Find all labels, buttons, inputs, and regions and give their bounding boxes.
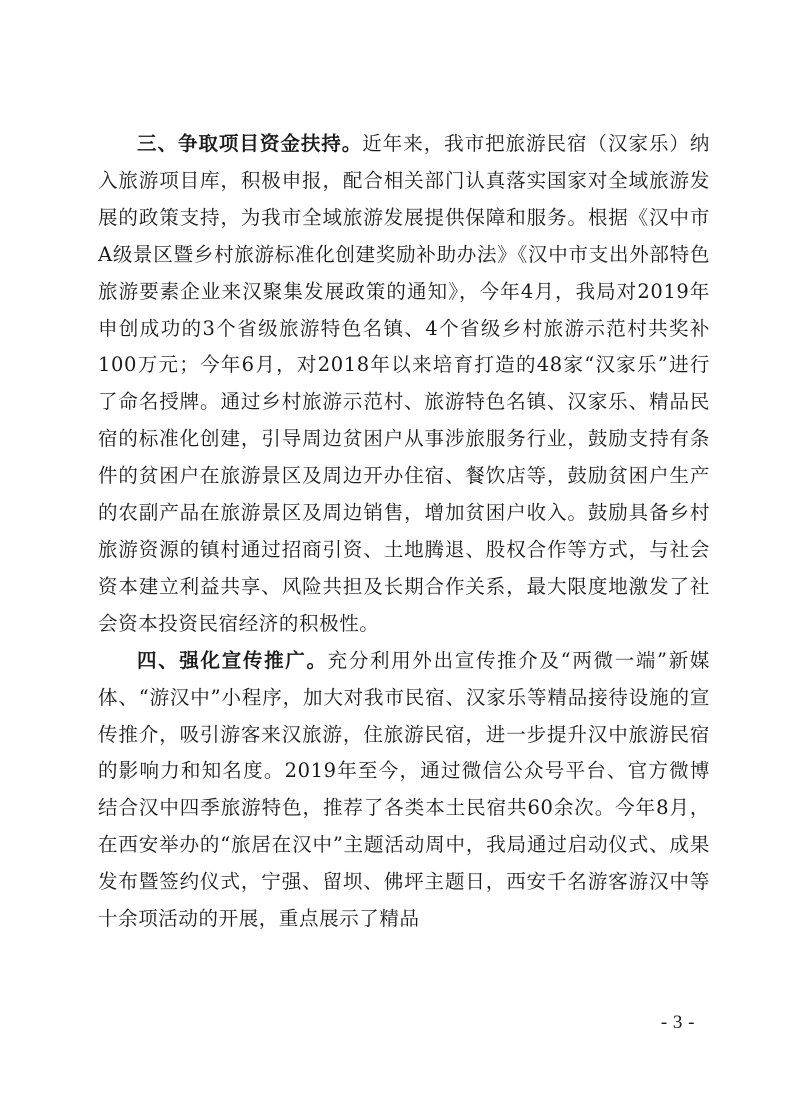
paragraph-section-4 bbox=[98, 643, 710, 938]
page-number: - 3 - bbox=[660, 1012, 695, 1033]
section-3-heading: 三、争取项目资金扶持。 bbox=[137, 132, 363, 155]
section-4-heading: 四、强化宣传推广。 bbox=[137, 648, 328, 672]
document-body bbox=[98, 126, 710, 938]
paragraph-section-3 bbox=[98, 126, 710, 643]
section-3-body: 近年来，我市把旅游民宿（汉家乐）纳入旅游项目库，积极申报，配合相关部门认真落实国家对全域旅游发展的政策支持，为我市全域旅游发展提供保障和服务。根据《汉中市A级景区暨乡村旅游标准化创建奖励补助办法》《汉中市支出外部特色旅游要素企业来汉聚集发展政策的通知》，今年4月，我局对2019年申创成功的3个省级旅游特色名镇、4个省级乡村旅游示范村共奖补100万元；今年6月，对2018年以来培育打造的48家“汉家乐”进行了命名授牌。通过乡村旅游示范村、旅游特色名镇、汉家乐、精品民宿的标准化创建，引导周边贫困户从事涉旅服务行业，鼓励支持有条件的贫困户在旅游景区及周边开办住宿、餐饮店等，鼓励贫困户生产的农副产品在旅游景区及周边销售，增加贫困户收入。鼓励具备乡村旅游资源的镇村通过招商引资、土地腾退、股权合作等方式，与社会资本建立利益共享、风险共担及长期合作关系，最大限度地激发了社会资本投资民宿经济的积极性。 bbox=[98, 132, 711, 635]
section-4-body: 充分利用外出宣传推介及“两微一端”新媒体、“游汉中”小程序，加大对我市民宿、汉家乐等精品接待设施的宣传推介，吸引游客来汉旅游，住旅游民宿，进一步提升汉中旅游民宿的影响力和知名度。2019年至今，通过微信公众号平台、官方微博结合汉中四季旅游特色，推荐了各类本土民宿共60余次。今年8月，在西安举办的“旅居在汉中”主题活动周中，我局通过启动仪式、成果发布暨签约仪式，宁强、留坝、佛坪主题日，西安千名游客游汉中等十余项活动的开展，重点展示了精品 bbox=[98, 648, 710, 931]
